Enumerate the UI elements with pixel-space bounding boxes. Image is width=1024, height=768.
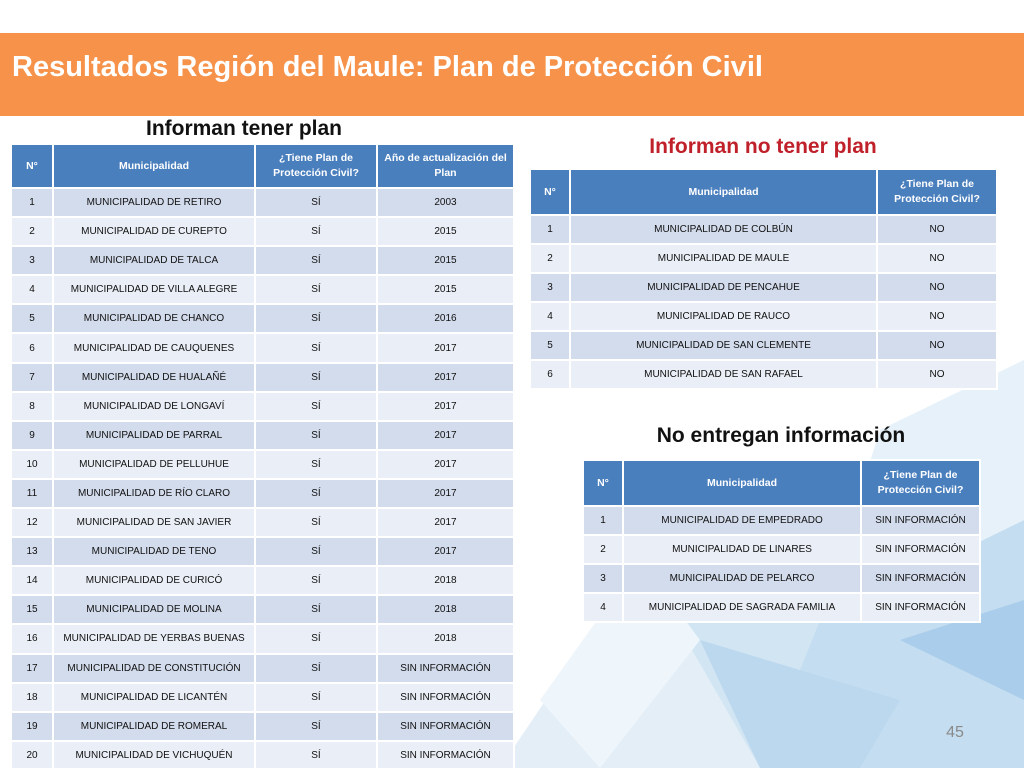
column-header: Año de actualización del Plan (378, 145, 513, 187)
table-cell: NO (878, 216, 996, 243)
table-cell: 2015 (378, 276, 513, 303)
table-header-row (584, 461, 979, 505)
table-cell: 2018 (378, 625, 513, 652)
table-cell: 4 (584, 594, 622, 621)
table-cell: NO (878, 361, 996, 388)
table-cell: SÍ (256, 218, 376, 245)
table-cell: MUNICIPALIDAD DE HUALAÑÉ (54, 364, 254, 391)
table-cell: 5 (531, 332, 569, 359)
table-cell: 1 (531, 216, 569, 243)
table-row (531, 332, 996, 359)
table-cell: 3 (12, 247, 52, 274)
table-cell: MUNICIPALIDAD DE VILLA ALEGRE (54, 276, 254, 303)
table-cell: 2017 (378, 538, 513, 565)
column-header: ¿Tiene Plan de Protección Civil? (256, 145, 376, 187)
table-cell: 2017 (378, 393, 513, 420)
table-cell: 16 (12, 625, 52, 652)
table-cell: 4 (531, 303, 569, 330)
table-cell: 2 (12, 218, 52, 245)
table-row (531, 245, 996, 272)
column-header: Municipalidad (624, 461, 860, 505)
column-header: N° (12, 145, 52, 187)
table-cell: SIN INFORMACIÓN (378, 742, 513, 768)
table-cell: 1 (12, 189, 52, 216)
table-cell: 2018 (378, 567, 513, 594)
column-header: Municipalidad (54, 145, 254, 187)
table-cell: 5 (12, 305, 52, 332)
table-cell: MUNICIPALIDAD DE LONGAVÍ (54, 393, 254, 420)
column-header: N° (584, 461, 622, 505)
table-row (12, 538, 513, 565)
table-cell: SÍ (256, 451, 376, 478)
table-row (12, 276, 513, 303)
table-no-information (582, 459, 981, 623)
table-cell: 12 (12, 509, 52, 536)
table-cell: SIN INFORMACIÓN (862, 536, 979, 563)
table-cell: MUNICIPALIDAD DE MOLINA (54, 596, 254, 623)
table-cell: MUNICIPALIDAD DE ROMERAL (54, 713, 254, 740)
table-cell: 2017 (378, 364, 513, 391)
table-cell: MUNICIPALIDAD DE LICANTÉN (54, 684, 254, 711)
table-cell: MUNICIPALIDAD DE CONSTITUCIÓN (54, 655, 254, 682)
table-cell: 11 (12, 480, 52, 507)
table-cell: MUNICIPALIDAD DE CHANCO (54, 305, 254, 332)
table-without-plan (529, 168, 998, 390)
table-cell: 2015 (378, 247, 513, 274)
table-cell: 19 (12, 713, 52, 740)
table-cell: 2 (531, 245, 569, 272)
table-cell: NO (878, 303, 996, 330)
table-row (12, 451, 513, 478)
table-row (12, 334, 513, 361)
table-cell: 4 (12, 276, 52, 303)
table-cell: SÍ (256, 276, 376, 303)
table-cell: MUNICIPALIDAD DE SAGRADA FAMILIA (624, 594, 860, 621)
table-cell: NO (878, 245, 996, 272)
table-header-row (12, 145, 513, 187)
table-cell: 2015 (378, 218, 513, 245)
table-cell: MUNICIPALIDAD DE PELLUHUE (54, 451, 254, 478)
table-row (12, 364, 513, 391)
table-cell: MUNICIPALIDAD DE SAN CLEMENTE (571, 332, 876, 359)
table-row (12, 305, 513, 332)
table-row (12, 480, 513, 507)
table-row (584, 565, 979, 592)
table-row (12, 509, 513, 536)
table-cell: SÍ (256, 422, 376, 449)
table-row (12, 596, 513, 623)
table-cell: 10 (12, 451, 52, 478)
table-cell: MUNICIPALIDAD DE MAULE (571, 245, 876, 272)
column-header: ¿Tiene Plan de Protección Civil? (878, 170, 996, 214)
table-row (584, 594, 979, 621)
table-cell: SÍ (256, 480, 376, 507)
table-cell: 15 (12, 596, 52, 623)
table-cell: SIN INFORMACIÓN (862, 594, 979, 621)
table-cell: MUNICIPALIDAD DE CURICÓ (54, 567, 254, 594)
table-row (12, 713, 513, 740)
table-row (531, 303, 996, 330)
table-cell: 3 (531, 274, 569, 301)
table-cell: SÍ (256, 625, 376, 652)
table-cell: SÍ (256, 364, 376, 391)
table-cell: SÍ (256, 393, 376, 420)
table-cell: 7 (12, 364, 52, 391)
table-cell: 2 (584, 536, 622, 563)
table-cell: 18 (12, 684, 52, 711)
table-cell: MUNICIPALIDAD DE PARRAL (54, 422, 254, 449)
table-cell: 20 (12, 742, 52, 768)
table-cell: 14 (12, 567, 52, 594)
table-cell: SÍ (256, 713, 376, 740)
table-cell: 6 (531, 361, 569, 388)
table-cell: 17 (12, 655, 52, 682)
table-row (12, 422, 513, 449)
table-cell: SIN INFORMACIÓN (862, 507, 979, 534)
table-cell: SIN INFORMACIÓN (378, 713, 513, 740)
column-header: ¿Tiene Plan de Protección Civil? (862, 461, 979, 505)
table-cell: NO (878, 274, 996, 301)
table-row (531, 274, 996, 301)
table-cell: SÍ (256, 189, 376, 216)
table-cell: SÍ (256, 596, 376, 623)
column-header: N° (531, 170, 569, 214)
column-header: Municipalidad (571, 170, 876, 214)
table-cell: 2003 (378, 189, 513, 216)
heading-no-entregan-informacion: No entregan información (656, 424, 906, 447)
slide-title: Resultados Región del Maule: Plan de Protección Civil (12, 51, 763, 83)
title-bar (0, 33, 1024, 116)
table-cell: MUNICIPALIDAD DE EMPEDRADO (624, 507, 860, 534)
table-cell: SÍ (256, 538, 376, 565)
table-cell: 2017 (378, 509, 513, 536)
table-row (12, 247, 513, 274)
table-cell: MUNICIPALIDAD DE COLBÚN (571, 216, 876, 243)
table-cell: MUNICIPALIDAD DE TENO (54, 538, 254, 565)
table-cell: MUNICIPALIDAD DE CUREPTO (54, 218, 254, 245)
table-row (12, 189, 513, 216)
table-cell: 2017 (378, 451, 513, 478)
table-row (531, 216, 996, 243)
table-row (584, 507, 979, 534)
table-cell: 2018 (378, 596, 513, 623)
table-cell: 6 (12, 334, 52, 361)
table-row (12, 684, 513, 711)
table-cell: 1 (584, 507, 622, 534)
table-cell: 9 (12, 422, 52, 449)
table-cell: MUNICIPALIDAD DE VICHUQUÉN (54, 742, 254, 768)
table-cell: NO (878, 332, 996, 359)
table-cell: MUNICIPALIDAD DE RETIRO (54, 189, 254, 216)
table-cell: MUNICIPALIDAD DE YERBAS BUENAS (54, 625, 254, 652)
table-cell: MUNICIPALIDAD DE RAUCO (571, 303, 876, 330)
table-cell: SIN INFORMACIÓN (378, 655, 513, 682)
table-cell: MUNICIPALIDAD DE CAUQUENES (54, 334, 254, 361)
table-cell: 2016 (378, 305, 513, 332)
table-row (12, 625, 513, 652)
table-row (12, 655, 513, 682)
table-cell: SÍ (256, 305, 376, 332)
table-cell: SÍ (256, 509, 376, 536)
table-row (12, 218, 513, 245)
page-number: 45 (946, 724, 964, 741)
table-cell: MUNICIPALIDAD DE SAN JAVIER (54, 509, 254, 536)
heading-informan-no-tener-plan: Informan no tener plan (649, 135, 877, 158)
table-cell: 2017 (378, 334, 513, 361)
table-cell: SÍ (256, 334, 376, 361)
table-cell: SÍ (256, 684, 376, 711)
table-cell: SÍ (256, 742, 376, 768)
table-row (12, 567, 513, 594)
table-cell: SÍ (256, 655, 376, 682)
table-row (531, 361, 996, 388)
table-header-row (531, 170, 996, 214)
table-cell: MUNICIPALIDAD DE PELARCO (624, 565, 860, 592)
table-cell: 13 (12, 538, 52, 565)
table-row (12, 742, 513, 768)
table-cell: 3 (584, 565, 622, 592)
table-cell: SÍ (256, 567, 376, 594)
table-with-plan (10, 143, 515, 768)
table-cell: MUNICIPALIDAD DE PENCAHUE (571, 274, 876, 301)
table-cell: SIN INFORMACIÓN (862, 565, 979, 592)
heading-informan-tener-plan: Informan tener plan (145, 117, 343, 140)
table-cell: 2017 (378, 480, 513, 507)
table-cell: MUNICIPALIDAD DE TALCA (54, 247, 254, 274)
table-row (584, 536, 979, 563)
table-row (12, 393, 513, 420)
table-cell: SÍ (256, 247, 376, 274)
table-cell: 2017 (378, 422, 513, 449)
table-cell: MUNICIPALIDAD DE RÍO CLARO (54, 480, 254, 507)
table-cell: MUNICIPALIDAD DE LINARES (624, 536, 860, 563)
table-cell: 8 (12, 393, 52, 420)
table-cell: SIN INFORMACIÓN (378, 684, 513, 711)
table-cell: MUNICIPALIDAD DE SAN RAFAEL (571, 361, 876, 388)
